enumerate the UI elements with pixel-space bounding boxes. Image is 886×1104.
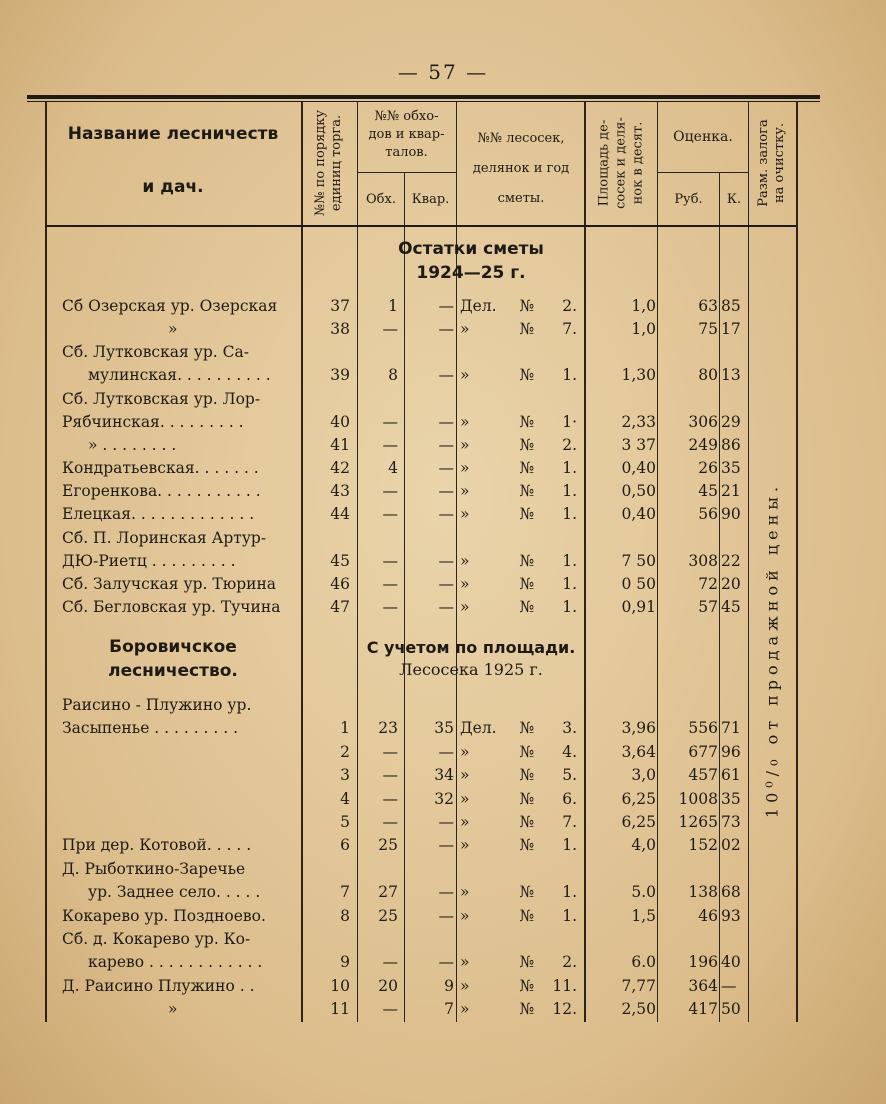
- row-obhod: —: [382, 1000, 398, 1019]
- row-lesoseka-number: 11.: [552, 976, 577, 995]
- row-kopecks: 86: [721, 435, 741, 454]
- row-obhod: —: [382, 789, 398, 808]
- row-rubles: 72: [698, 574, 718, 593]
- row-lot-number: 6: [340, 836, 350, 855]
- row-lesoseka-number: 1.: [562, 906, 577, 925]
- row-area: 1,30: [621, 366, 656, 385]
- table-row: [0, 596, 886, 618]
- row-number-sign: №: [519, 719, 535, 738]
- header-kop: К.: [726, 192, 742, 207]
- row-name: Сб Озерская ур. Озерская: [62, 297, 278, 315]
- row-area: 0,91: [621, 597, 656, 616]
- header-rub: Руб.: [674, 192, 703, 207]
- row-kopecks: 35: [721, 789, 741, 808]
- row-lesoseka-number: 1·: [562, 412, 577, 431]
- row-area: 3,96: [621, 719, 656, 738]
- row-kopecks: 20: [721, 574, 741, 593]
- row-lesoseka-number: 2.: [562, 435, 577, 454]
- row-delyanka: »: [460, 574, 470, 593]
- row-kvartal: —: [438, 505, 454, 524]
- row-area: 0,40: [621, 505, 656, 524]
- row-obhod: —: [382, 953, 398, 972]
- header-sub-rule-ocenka: [657, 172, 748, 173]
- row-lesoseka-number: 1.: [562, 482, 577, 501]
- row-rubles: 152: [688, 836, 718, 855]
- row-kopecks: 21: [721, 482, 741, 501]
- row-lesoseka-number: 6.: [562, 789, 577, 808]
- row-name: »: [168, 1000, 178, 1019]
- row-kvartal: —: [438, 412, 454, 431]
- header-obhod-title: №№ обхо- дов и квар- талов.: [368, 109, 445, 160]
- row-lesoseka-number: 3.: [562, 719, 577, 738]
- table-row: [0, 341, 886, 363]
- table-row: [0, 881, 886, 903]
- row-name: Д. Рыботкино-Заречье: [62, 859, 246, 878]
- side-zalog-text: 10⁰/₀ от продажной цены.: [762, 481, 782, 819]
- row-name: Сб. П. Лоринская Артур-: [62, 528, 267, 547]
- row-lot-number: 5: [340, 813, 350, 831]
- row-kvartal: 7: [444, 1000, 454, 1019]
- row-rubles: 249: [688, 435, 718, 454]
- row-name: Сб. Лутковская ур. Лор-: [62, 389, 261, 408]
- row-name: Засыпенье . . . . . . . . .: [62, 719, 239, 738]
- row-delyanka: »: [460, 320, 470, 339]
- row-lesoseka-number: 1.: [562, 836, 577, 855]
- row-lot-number: 8: [340, 906, 350, 925]
- row-area: 1,5: [631, 906, 656, 925]
- row-kopecks: 73: [721, 813, 741, 831]
- row-area: 5.0: [631, 883, 656, 902]
- section2-title: Боровичское лесничество.: [108, 637, 238, 681]
- row-lot-number: 45: [330, 551, 350, 570]
- row-kopecks: 35: [721, 459, 741, 478]
- row-delyanka: »: [460, 836, 470, 855]
- row-obhod: —: [382, 320, 398, 339]
- row-kvartal: —: [438, 366, 454, 385]
- row-name: Раисино - Плужино ур.: [62, 696, 252, 714]
- row-name: Елецкая. . . . . . . . . . . . .: [62, 505, 255, 524]
- header-sub-rule-obh: [357, 172, 456, 173]
- header-lesosek-title: №№ лесосек, делянок и год сметы.: [472, 131, 570, 206]
- row-lot-number: 40: [330, 412, 350, 431]
- row-rubles: 364: [688, 976, 718, 995]
- row-rubles: 63: [698, 297, 718, 315]
- row-kopecks: 29: [721, 412, 741, 431]
- row-obhod: —: [382, 742, 398, 761]
- row-kvartal: —: [438, 482, 454, 501]
- row-delyanka: »: [460, 597, 470, 616]
- row-number-sign: №: [519, 597, 535, 616]
- row-rubles: 556: [688, 719, 718, 738]
- row-kopecks: —: [721, 976, 737, 995]
- row-lesoseka-number: 1.: [562, 505, 577, 524]
- row-rubles: 75: [698, 320, 718, 339]
- row-area: 7 50: [621, 551, 656, 570]
- row-rubles: 308: [688, 551, 718, 570]
- row-rubles: 1008: [678, 789, 718, 808]
- row-obhod: 1: [388, 297, 398, 315]
- row-kopecks: 17: [721, 320, 741, 339]
- header-name-line2: и дач.: [142, 177, 204, 197]
- row-lot-number: 38: [330, 320, 350, 339]
- row-kopecks: 93: [721, 906, 741, 925]
- row-number-sign: №: [519, 574, 535, 593]
- row-number-sign: №: [519, 551, 535, 570]
- row-number-sign: №: [519, 976, 535, 995]
- row-obhod: 27: [378, 883, 398, 902]
- row-delyanka: Дел.: [460, 719, 497, 738]
- row-name: Кокарево ур. Поздноево.: [62, 906, 266, 925]
- row-kvartal: —: [438, 742, 454, 761]
- row-obhod: 25: [378, 906, 398, 925]
- top-rule-thin: [27, 101, 820, 102]
- row-lot-number: 1: [340, 719, 350, 738]
- row-delyanka: »: [460, 906, 470, 925]
- row-obhod: 23: [378, 719, 398, 738]
- row-kopecks: 40: [721, 953, 741, 972]
- row-area: 3,64: [621, 742, 656, 761]
- row-number-sign: №: [519, 482, 535, 501]
- row-kopecks: 22: [721, 551, 741, 570]
- row-lot-number: 2: [340, 742, 350, 761]
- row-name: При дер. Котовой. . . . .: [62, 836, 252, 855]
- row-area: 3,0: [631, 766, 656, 785]
- row-obhod: —: [382, 597, 398, 616]
- row-obhod: 20: [378, 976, 398, 995]
- row-kvartal: —: [438, 574, 454, 593]
- row-name: »: [168, 320, 178, 339]
- row-rubles: 138: [688, 883, 718, 902]
- row-kvartal: 35: [434, 719, 454, 738]
- row-lesoseka-number: 12.: [552, 1000, 577, 1019]
- row-delyanka: »: [460, 976, 470, 995]
- row-lot-number: 11: [330, 1000, 350, 1019]
- row-name: Кондратьевская. . . . . . .: [62, 459, 259, 478]
- row-lot-number: 44: [330, 505, 350, 524]
- row-kopecks: 96: [721, 742, 741, 761]
- row-number-sign: №: [519, 1000, 535, 1019]
- row-kvartal: —: [438, 597, 454, 616]
- row-delyanka: Дел.: [460, 297, 497, 315]
- row-obhod: —: [382, 551, 398, 570]
- table-row: [0, 503, 886, 525]
- row-kvartal: —: [438, 435, 454, 454]
- row-lot-number: 3: [340, 766, 350, 785]
- row-kopecks: 50: [721, 1000, 741, 1019]
- row-rubles: 57: [698, 597, 718, 616]
- row-rubles: 45: [698, 482, 718, 501]
- table-row: [0, 998, 886, 1020]
- row-kvartal: —: [438, 906, 454, 925]
- row-area: 0 50: [621, 574, 656, 593]
- row-area: 4,0: [631, 836, 656, 855]
- row-rubles: 677: [688, 742, 718, 761]
- row-area: 2,50: [621, 1000, 656, 1019]
- row-number-sign: №: [519, 766, 535, 785]
- row-delyanka: »: [460, 459, 470, 478]
- header-bottom-rule: [45, 225, 797, 227]
- row-rubles: 306: [688, 412, 718, 431]
- header-obhod: Обх.: [366, 192, 396, 207]
- row-delyanka: »: [460, 813, 470, 831]
- row-obhod: —: [382, 574, 398, 593]
- row-kvartal: 9: [444, 976, 454, 995]
- row-lesoseka-number: 7.: [562, 320, 577, 339]
- row-obhod: 4: [388, 459, 398, 478]
- header-area: Площадь де- сосек и деля- нок в десят.: [596, 117, 646, 209]
- row-area: 6,25: [621, 789, 656, 808]
- row-number-sign: №: [519, 412, 535, 431]
- row-kvartal: 34: [434, 766, 454, 785]
- table-row: [0, 573, 886, 595]
- table-row: [0, 411, 886, 433]
- table-row: [0, 717, 886, 739]
- row-rubles: 417: [688, 1000, 718, 1019]
- row-lot-number: 41: [330, 435, 350, 454]
- section2-note: С учетом по площади. Лесосека 1925 г.: [366, 638, 576, 679]
- row-number-sign: №: [519, 297, 535, 315]
- row-kopecks: 13: [721, 366, 741, 385]
- table-row: [0, 741, 886, 763]
- row-lot-number: 10: [330, 976, 350, 995]
- row-lesoseka-number: 1.: [562, 574, 577, 593]
- row-delyanka: »: [460, 1000, 470, 1019]
- row-number-sign: №: [519, 366, 535, 385]
- table-row: [0, 764, 886, 786]
- row-number-sign: №: [519, 742, 535, 761]
- row-lot-number: 47: [330, 597, 350, 616]
- row-number-sign: №: [519, 789, 535, 808]
- header-zalog: Разм. залога на очистку.: [756, 119, 787, 207]
- row-obhod: 25: [378, 836, 398, 855]
- row-area: 2,33: [621, 412, 656, 431]
- table-row: [0, 788, 886, 810]
- row-number-sign: №: [519, 906, 535, 925]
- row-area: 0,40: [621, 459, 656, 478]
- row-lesoseka-number: 4.: [562, 742, 577, 761]
- row-kopecks: 90: [721, 505, 741, 524]
- row-area: 0,50: [621, 482, 656, 501]
- row-area: 6,25: [621, 813, 656, 831]
- row-kvartal: —: [438, 813, 454, 831]
- table-row: [0, 928, 886, 950]
- row-name: мулинская. . . . . . . . . .: [88, 366, 271, 385]
- row-kopecks: 85: [721, 297, 741, 315]
- row-name: » . . . . . . . .: [88, 435, 177, 454]
- row-kvartal: —: [438, 459, 454, 478]
- table-row: [0, 858, 886, 880]
- row-number-sign: №: [519, 836, 535, 855]
- row-obhod: —: [382, 766, 398, 785]
- row-lot-number: 39: [330, 366, 350, 385]
- row-kopecks: 45: [721, 597, 741, 616]
- row-rubles: 26: [698, 459, 718, 478]
- row-delyanka: »: [460, 435, 470, 454]
- table-row: [0, 318, 886, 340]
- row-lesoseka-number: 2.: [562, 953, 577, 972]
- row-lesoseka-number: 1.: [562, 597, 577, 616]
- row-number-sign: №: [519, 883, 535, 902]
- row-lot-number: 37: [330, 297, 350, 315]
- row-delyanka: »: [460, 551, 470, 570]
- row-delyanka: »: [460, 789, 470, 808]
- row-obhod: —: [382, 505, 398, 524]
- row-name: ДЮ-Риетц . . . . . . . . .: [62, 551, 236, 570]
- row-obhod: —: [382, 412, 398, 431]
- row-number-sign: №: [519, 953, 535, 972]
- row-rubles: 56: [698, 505, 718, 524]
- row-obhod: —: [382, 482, 398, 501]
- table-row: [0, 434, 886, 456]
- row-lot-number: 7: [340, 883, 350, 902]
- table-row: [0, 834, 886, 856]
- table-row: [0, 951, 886, 973]
- row-lot-number: 4: [340, 789, 350, 808]
- row-lesoseka-number: 7.: [562, 813, 577, 831]
- header-name-line1: Название лесничеств: [67, 124, 279, 144]
- row-lot-number: 42: [330, 459, 350, 478]
- row-name: Сб. Залучская ур. Тюрина: [62, 574, 277, 593]
- row-lot-number: 9: [340, 953, 350, 972]
- table-row: [0, 527, 886, 549]
- row-number-sign: №: [519, 320, 535, 339]
- row-delyanka: »: [460, 505, 470, 524]
- row-kvartal: —: [438, 953, 454, 972]
- table-row: [0, 550, 886, 572]
- row-name: Егоренкова. . . . . . . . . . .: [62, 482, 261, 501]
- header-ocenka: Оценка.: [673, 129, 733, 145]
- row-rubles: 457: [688, 766, 718, 785]
- row-obhod: —: [382, 435, 398, 454]
- row-name: Сб. Лутковская ур. Са-: [62, 343, 249, 362]
- table-row: [0, 694, 886, 716]
- row-lesoseka-number: 1.: [562, 366, 577, 385]
- table-row: [0, 364, 886, 386]
- row-delyanka: »: [460, 482, 470, 501]
- row-lesoseka-number: 1.: [562, 883, 577, 902]
- row-lesoseka-number: 1.: [562, 459, 577, 478]
- row-area: 1,0: [631, 297, 656, 315]
- row-number-sign: №: [519, 459, 535, 478]
- row-kvartal: —: [438, 836, 454, 855]
- row-delyanka: »: [460, 742, 470, 761]
- row-number-sign: №: [519, 505, 535, 524]
- row-delyanka: »: [460, 766, 470, 785]
- row-lot-number: 43: [330, 482, 350, 501]
- row-kvartal: —: [438, 883, 454, 902]
- row-delyanka: »: [460, 366, 470, 385]
- row-name: Сб. Бегловская ур. Тучина: [62, 597, 281, 616]
- row-lot-number: 46: [330, 574, 350, 593]
- row-kopecks: 68: [721, 883, 741, 902]
- table-row: [0, 295, 886, 317]
- row-lesoseka-number: 1.: [562, 551, 577, 570]
- table-row: [0, 388, 886, 410]
- row-obhod: 8: [388, 366, 398, 385]
- row-rubles: 46: [698, 906, 718, 925]
- row-kvartal: —: [438, 297, 454, 315]
- row-name: Рябчинская. . . . . . . . .: [62, 412, 244, 431]
- row-lesoseka-number: 5.: [562, 766, 577, 785]
- row-name: Д. Раисино Плужино . .: [62, 976, 255, 995]
- row-area: 3 37: [621, 435, 656, 454]
- page-number: — 57 —: [397, 60, 489, 84]
- table-row: [0, 975, 886, 997]
- row-lesoseka-number: 2.: [562, 297, 577, 315]
- header-kvartal: Квар.: [411, 192, 450, 207]
- row-area: 1,0: [631, 320, 656, 339]
- row-area: 6.0: [631, 953, 656, 972]
- row-rubles: 1265: [678, 813, 718, 831]
- row-rubles: 80: [698, 366, 718, 385]
- row-delyanka: »: [460, 953, 470, 972]
- row-kvartal: —: [438, 320, 454, 339]
- row-kvartal: 32: [434, 789, 454, 808]
- row-delyanka: »: [460, 883, 470, 902]
- row-number-sign: №: [519, 435, 535, 454]
- row-kvartal: —: [438, 551, 454, 570]
- top-rule: [27, 95, 820, 99]
- table-row: [0, 480, 886, 502]
- row-rubles: 196: [688, 953, 718, 972]
- row-kopecks: 02: [721, 836, 741, 855]
- header-lot-no: №№ по порядку единиц торга.: [313, 109, 344, 217]
- row-area: 7,77: [621, 976, 656, 995]
- row-name: карево . . . . . . . . . . . .: [88, 953, 263, 972]
- row-name: ур. Заднее село. . . . .: [88, 883, 261, 902]
- table-row: [0, 905, 886, 927]
- row-kopecks: 61: [721, 766, 741, 785]
- row-delyanka: »: [460, 412, 470, 431]
- row-kopecks: 71: [721, 719, 741, 738]
- row-name: Сб. д. Кокарево ур. Ко-: [62, 930, 251, 948]
- table-row: [0, 811, 886, 833]
- table-row: [0, 457, 886, 479]
- row-number-sign: №: [519, 813, 535, 831]
- section1-title: Остатки сметы 1924—25 г.: [398, 239, 544, 283]
- row-obhod: —: [382, 813, 398, 831]
